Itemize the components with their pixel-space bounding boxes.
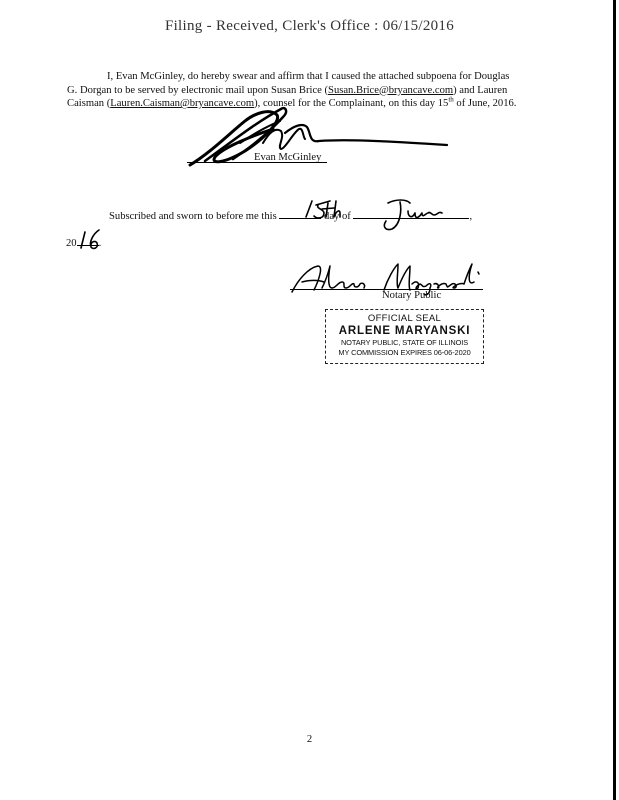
seal-state: NOTARY PUBLIC, STATE OF ILLINOIS <box>340 338 469 347</box>
email-lauren-caisman[interactable]: Lauren.Caisman@bryancave.com <box>110 98 255 110</box>
notary-public-label: Notary Public <box>382 290 442 301</box>
email-susan-brice[interactable]: Susan.Brice@bryancave.com <box>328 84 454 96</box>
page-edge-rule <box>613 0 616 800</box>
handwritten-day <box>300 197 348 223</box>
page-number: 2 <box>306 734 313 745</box>
certificate-line-3: Caisman (Lauren.Caisman@bryancave.com), counsel for the Complainant, on this day 15th of June, 2016. <box>67 95 517 110</box>
seal-name: ARLENE MARYANSKI <box>338 325 471 337</box>
jurat-line: Subscribed and sworn to before me this day of , <box>109 207 472 222</box>
signatory-name: Evan McGinley <box>254 152 322 163</box>
filing-header: Filing - Received, Clerk's Office : 06/15/2016 <box>164 18 455 34</box>
official-seal <box>325 309 484 364</box>
seal-commission: MY COMMISSION EXPIRES 06-06-2020 <box>338 348 471 357</box>
handwritten-year <box>79 228 105 252</box>
certificate-line-1: I, Evan McGinley, do hereby swear and affirm that I caused the attached subpoena for Douglas <box>107 71 510 82</box>
seal-title: OFFICIAL SEAL <box>367 313 442 324</box>
certificate-line-2: G. Dorgan to be served by electronic mail upon Susan Brice (Susan.Brice@bryancave.com) and Lauren <box>67 84 508 96</box>
jurat-year: 20 . <box>66 234 101 249</box>
handwritten-month <box>380 197 450 237</box>
